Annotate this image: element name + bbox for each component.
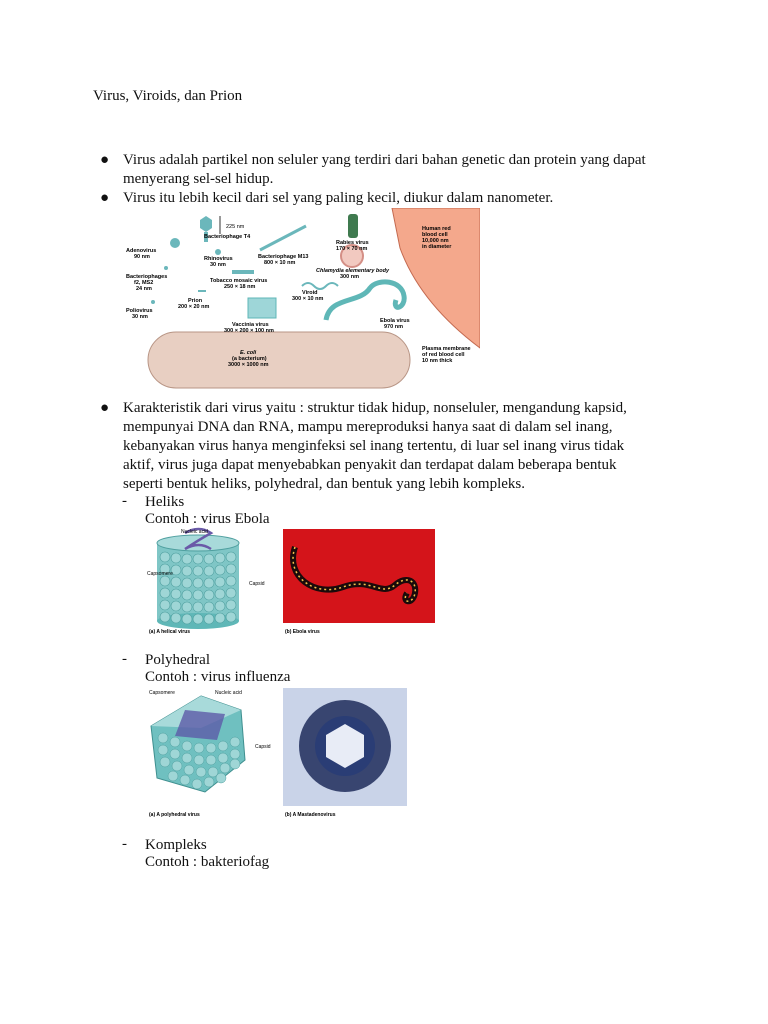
label-viroid: Viroid: [302, 290, 318, 296]
label-viroid-size: 300 × 10 nm: [292, 296, 324, 302]
caption-helical: (a) A helical virus: [149, 629, 191, 635]
rhinovirus-shape: [215, 249, 221, 255]
label-ebola: Ebola virus: [380, 318, 410, 324]
label-polio-size: 30 nm: [132, 314, 148, 320]
caption-mastadenovirus: (b) A Mastadenovirus: [285, 812, 336, 818]
label-nucleic-acid: Nucleic acid: [215, 690, 242, 696]
label-rabies-size: 170 × 70 nm: [336, 246, 368, 252]
label-chlamydia-size: 300 nm: [340, 274, 359, 280]
helical-virus-figure: [145, 527, 437, 635]
label-bf2-strains: f2, MS2: [134, 280, 154, 286]
sub-dash: -: [122, 836, 127, 852]
label-rbc-2: blood cell: [422, 232, 448, 238]
label-tmv-size: 250 × 18 nm: [224, 284, 256, 290]
label-membrane-2: of red blood cell: [422, 352, 465, 358]
label-capsid: Capsid: [255, 744, 271, 750]
shape-example-polyhedral: Contoh : virus influenza: [145, 669, 291, 685]
label-rhino: Rhinovirus: [204, 256, 233, 262]
adenovirus-micrograph: [283, 688, 407, 806]
label-vaccinia: Vaccinia virus: [232, 322, 269, 328]
label-ecoli: E. coli: [240, 350, 257, 356]
sub-dash: -: [122, 493, 127, 509]
label-chlamydia: Chlamydia elementary body: [316, 268, 390, 274]
label-adeno: Adenovirus: [126, 248, 157, 254]
label-capsomere: Capsomere: [149, 690, 175, 696]
poliovirus-shape: [151, 300, 155, 304]
polyhedral-virus-figure: [145, 688, 409, 820]
shape-name-polyhedral: Polyhedral: [145, 652, 210, 668]
label-t4: Bacteriophage T4: [204, 234, 251, 240]
ebola-virus-shape: [326, 282, 404, 320]
prion-shape: [198, 290, 206, 292]
label-ebola-size: 970 nm: [384, 324, 403, 330]
label-rbc: Human red: [422, 226, 451, 232]
label-polio: Poliovirus: [126, 308, 153, 314]
label-ecoli-2: (a bacterium): [232, 356, 267, 362]
label-bf2-size: 24 nm: [136, 286, 152, 292]
caption-ebola: (b) Ebola virus: [285, 629, 320, 635]
helical-capsid-shape: [157, 529, 239, 629]
label-rbc-3: 10,000 nm: [422, 238, 449, 244]
bullet-text-1: Virus adalah partikel non seluler yang terdiri dari bahan genetic dan protein yang dapat menyerang sel-sel hidup.: [123, 152, 646, 187]
label-rbc-4: in diameter: [422, 244, 452, 250]
label-capsid: Capsid: [249, 581, 265, 587]
label-membrane: Plasma membrane: [422, 346, 471, 352]
bullet-dot: ●: [100, 400, 110, 416]
shape-name-heliks: Heliks: [145, 494, 185, 510]
virus-size-figure: [120, 208, 480, 390]
label-rhino-size: 30 nm: [210, 262, 226, 268]
sub-dash: -: [122, 651, 127, 667]
vaccinia-virus-shape: [248, 298, 276, 318]
shape-name-kompleks: Kompleks: [145, 837, 207, 853]
bacteriophage-f2-shape: [164, 266, 168, 270]
bullet-text-2: Virus itu lebih kecil dari sel yang paling kecil, diukur dalam nanometer.: [123, 190, 554, 206]
shape-example-heliks: Contoh : virus Ebola: [145, 511, 270, 527]
shape-example-kompleks: Contoh : bakteriofag: [145, 854, 270, 870]
ebola-micrograph: [283, 529, 435, 623]
label-ecoli-size: 3000 × 1000 nm: [228, 362, 269, 368]
viroid-shape: [302, 283, 338, 289]
label-m13-size: 800 × 10 nm: [264, 260, 296, 266]
label-capsomere: Capsomere: [147, 571, 173, 577]
document-title: Virus, Viroids, dan Prion: [93, 88, 243, 104]
label-rabies: Rabies virus: [336, 240, 369, 246]
label-tmv: Tobacco mosaic virus: [210, 278, 268, 284]
polyhedral-capsid-shape: [151, 696, 245, 792]
bullet-dot: ●: [100, 152, 110, 168]
label-vaccinia-size: 300 × 200 × 100 nm: [224, 328, 274, 334]
caption-polyhedral: (a) A polyhedral virus: [149, 812, 200, 818]
adenovirus-shape: [170, 238, 180, 248]
label-adeno-size: 90 nm: [134, 254, 150, 260]
label-prion: Prion: [188, 298, 203, 304]
tobacco-mosaic-virus-shape: [232, 270, 254, 274]
label-prion-size: 200 × 20 nm: [178, 304, 210, 310]
bacteriophage-m13-shape: [260, 226, 306, 250]
bullet-text-3: Karakteristik dari virus yaitu : struktur tidak hidup, nonseluler, mengandung kapsid, mempunyai DNA dan RNA, mampu mereproduksi hanya saat di dalam sel inang, kebanyakan virus hanya menginfeksi sel inang tertentu, di luar sel inang virus tidak aktif, virus juga dapat menyebabkan penyakit dan terdapat dalam beberapa bentuk seperti bentuk heliks, polyhedral, dan bentuk yang lebih kompleks.: [123, 400, 627, 492]
bullet-dot: ●: [100, 190, 110, 206]
label-m13: Bacteriophage M13: [258, 254, 309, 260]
label-nucleic-acid: Nucleic acid: [181, 529, 208, 535]
label-membrane-3: 10 nm thick: [422, 358, 453, 364]
label-bf2: Bacteriophages: [126, 274, 168, 280]
ecoli-shape: [148, 332, 410, 388]
rabies-virus-shape: [348, 214, 358, 238]
label-scale: 225 nm: [226, 224, 245, 230]
